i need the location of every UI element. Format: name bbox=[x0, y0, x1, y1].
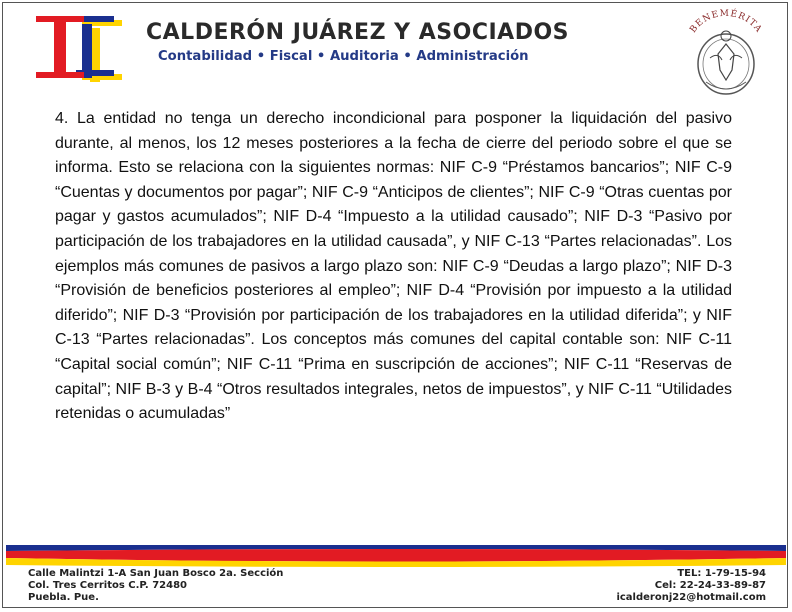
body-paragraph: 4. La entidad no tenga un derecho incondicional para posponer la liquidación del pasivo durante, al menos, los 12 meses posteriores a la fecha de cierre del periodo sobre el que se informa. Esto se relaciona con la siguientes normas: NIF C-9 “Préstamos bancarios”; NIF C-9 “Cuentas y documentos por pagar”; NIF C-9 “Anticipos de clientes”; NIF C-9 “Otras cuentas por pagar y gastos acumulados”; NIF D-4 “Impuesto a la utilidad causado”; NIF D-3 “Pasivo por participación de los trabajadores en la utilidad causada”, y NIF C-13 “Partes relacionadas”. Los ejemplos más comunes de pasivos a largo plazo son: NIF C-9 “Deudas a largo plazo”; NIF D-3 “Provisión de beneficios posteriores al empleo”; NIF D-4 “Provisión por impuesto a la utilidad diferido”; NIF D-3 “Provisión por participación de los trabajadores en la utilidad diferida”; y NIF C-13 “Partes relacionadas”. Los conceptos más comunes del capital contable son: NIF C-11 “Capital social común”; NIF C-11 “Prima en suscripción de acciones”; NIF C-11 “Reservas de capital”; NIF B-3 y B-4 “Otros resultados integrales, netos de impuestos”, y NIF C-11 “Utilidades retenidas o acumuladas” bbox=[55, 110, 732, 423]
seal-text: BENEMÉRITA bbox=[688, 8, 764, 35]
footer-address bbox=[28, 568, 283, 604]
email-text: icalderonj22@hotmail.com bbox=[616, 592, 766, 603]
cell-text: Cel: 22-24-33-89-87 bbox=[654, 580, 766, 591]
company-tagline: Contabilidad • Fiscal • Auditoria • Administración bbox=[158, 49, 529, 64]
footer-contact bbox=[616, 568, 766, 604]
university-seal bbox=[676, 8, 776, 100]
phone-text: TEL: 1-79-15-94 bbox=[677, 568, 766, 579]
address-line: Puebla. Pue. bbox=[28, 592, 99, 603]
company-name: CALDERÓN JUÁREZ Y ASOCIADOS bbox=[146, 20, 570, 45]
address-line: Calle Malintzi 1-A San Juan Bosco 2a. Sección bbox=[28, 568, 284, 579]
company-logo bbox=[36, 14, 124, 84]
footer-color-band bbox=[6, 543, 786, 567]
address-line: Col. Tres Cerritos C.P. 72480 bbox=[28, 580, 187, 591]
